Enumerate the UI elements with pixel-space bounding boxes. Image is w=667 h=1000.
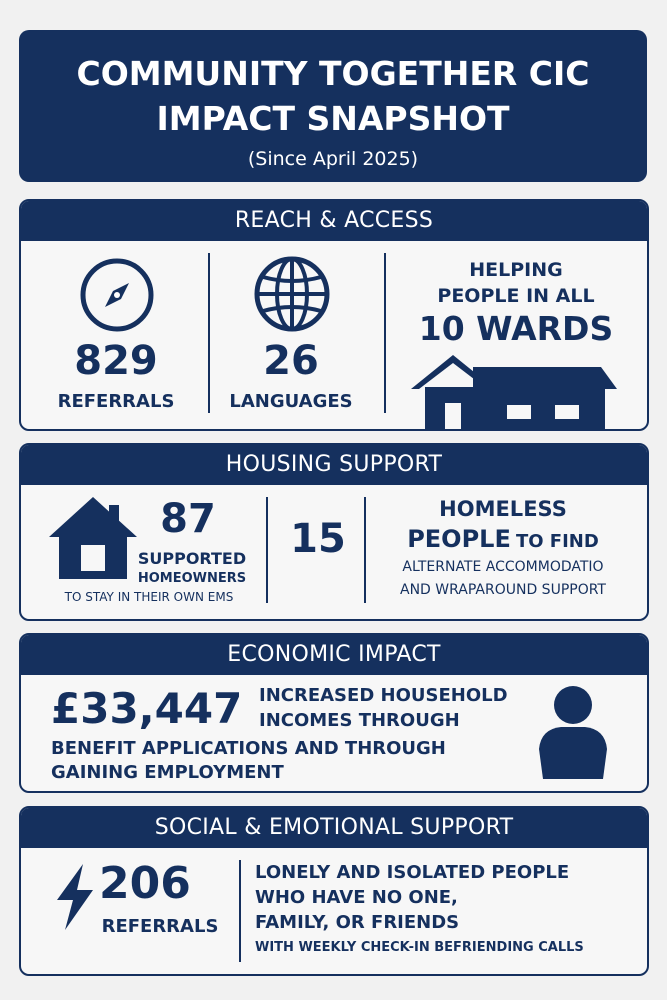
homeowners-label2: HOMEOWNERS [137, 571, 247, 586]
economic-card [19, 633, 649, 793]
divider [364, 497, 366, 603]
reach-card [19, 199, 649, 431]
social-line1: LONELY AND ISOLATED PEOPLE [255, 862, 570, 883]
homeowners-label3: TO STAY IN THEIR OWN EMS [64, 590, 234, 604]
homeowners-value: 87 [160, 496, 216, 542]
economic-value: £33,447 [51, 684, 243, 733]
person-icon [533, 683, 613, 779]
economic-title: ECONOMIC IMPACT [21, 635, 647, 675]
divider [239, 860, 241, 962]
building-icon [411, 353, 621, 429]
referrals-value: 829 [74, 338, 158, 384]
header-title-line2: IMPACT SNAPSHOT [156, 99, 510, 138]
header-banner [19, 30, 647, 182]
languages-label: LANGUAGES [229, 391, 353, 412]
languages-value: 26 [263, 338, 319, 384]
divider [384, 253, 386, 413]
header-title-line1: COMMUNITY TOGETHER CIC [76, 54, 590, 93]
social-line4: WITH WEEKLY CHECK-IN BEFRIENDING CALLS [255, 940, 584, 955]
economic-line3: BENEFIT APPLICATIONS AND THROUGH [51, 738, 446, 759]
homeless-line3: ALTERNATE ACCOMMODATIO [402, 559, 604, 575]
homeless-line4: AND WRAPAROUND SUPPORT [400, 582, 606, 598]
lightning-icon [55, 864, 95, 930]
globe-icon [251, 253, 333, 335]
economic-line1: INCREASED HOUSEHOLD [259, 685, 508, 706]
economic-line2: INCOMES THROUGH [259, 710, 460, 731]
homeless-line2b: TO FIND [515, 531, 599, 552]
header-subtitle: (Since April 2025) [247, 148, 419, 170]
social-label: REFERRALS [101, 916, 219, 937]
divider [266, 497, 268, 603]
social-value: 206 [99, 858, 191, 909]
house-icon [49, 495, 137, 579]
divider [208, 253, 210, 413]
social-card [19, 806, 649, 976]
referrals-label: REFERRALS [57, 391, 175, 412]
homeless-value: 15 [290, 516, 346, 562]
homeless-line1: HOMELESS [439, 497, 567, 521]
social-line2: WHO HAVE NO ONE, [255, 887, 458, 908]
compass-icon [77, 255, 157, 335]
homeowners-label1: SUPPORTED [137, 549, 247, 568]
social-title: SOCIAL & EMOTIONAL SUPPORT [21, 808, 647, 848]
wards-line2: PEOPLE IN ALL [437, 285, 595, 307]
wards-line3: 10 WARDS [418, 309, 614, 348]
housing-card [19, 443, 649, 621]
homeless-line2a: PEOPLE [407, 525, 511, 553]
wards-line1: HELPING [469, 259, 563, 281]
housing-title: HOUSING SUPPORT [21, 445, 647, 485]
social-line3: FAMILY, OR FRIENDS [255, 912, 460, 933]
homeless-line2 [373, 525, 633, 553]
reach-title: REACH & ACCESS [21, 201, 647, 241]
economic-line4: GAINING EMPLOYMENT [51, 762, 284, 783]
